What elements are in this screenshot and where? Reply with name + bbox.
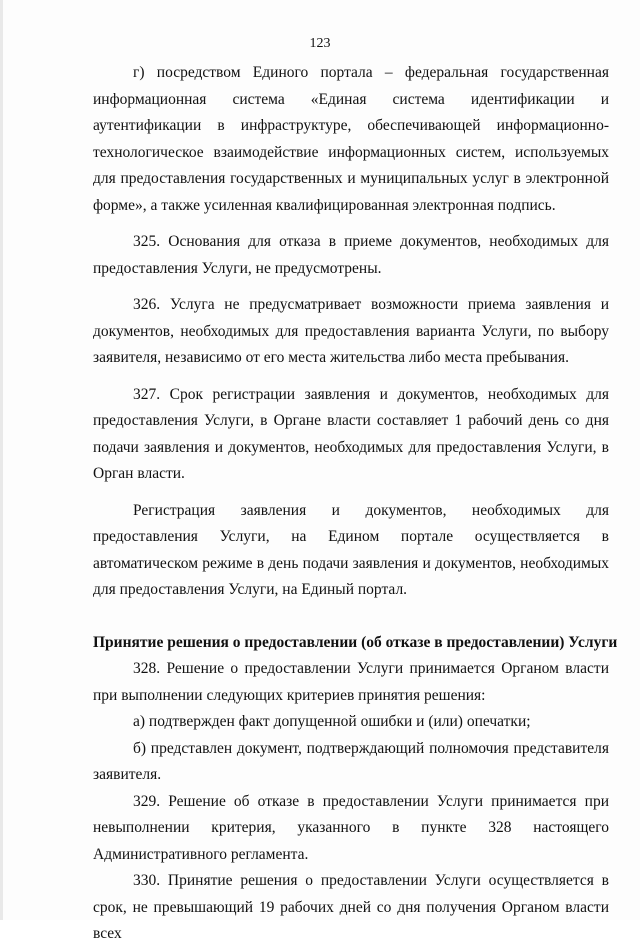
paragraph-330: 330. Принятие решения о предоставлении Услуги осуществляется в срок, не превышающий 19 рабочих дней со дня получения Органом власти всех	[93, 872, 609, 942]
document-body	[93, 60, 618, 948]
paragraph-328-b: б) представлен документ, подтверждающий полномочия представителя заявителя.	[93, 739, 609, 783]
section-heading: Принятие решения о предоставлении (об отказе в предоставлении) Услуги	[93, 633, 618, 651]
paragraph-item-g: г) посредством Единого портала – федеральная государственная информационная система «Единая система идентификации и аутентификации в инфраструктуре, обеспечивающей информационно-технологическое взаимодействие информационных систем, используемых для предоставления государственных и муниципальных услуг в электронной форме», а также усиленная квалифицированная электронная подпись.	[93, 64, 609, 214]
paragraph-328: 328. Решение о предоставлении Услуги принимается Органом власти при выполнении следующих критериев принятия решения:	[93, 660, 609, 704]
scan-edge	[0, 0, 3, 920]
paragraph-328-a: а) подтвержден факт допущенной ошибки и (или) опечатки;	[133, 713, 531, 730]
paragraph-327: 327. Срок регистрации заявления и документов, необходимых для предоставления Услуги, в Органе власти составляет 1 рабочий день со дня подачи заявления и документов, необходимых для предоставления Услуги, в Орган власти.	[93, 385, 609, 482]
paragraph-325: 325. Основания для отказа в приеме документов, необходимых для предоставления Услуги, не предусмотрены.	[93, 233, 609, 277]
paragraph-326: 326. Услуга не предусматривает возможности приема заявления и документов, необходимых для предоставления варианта Услуги, по выбору заявителя, независимо от его места жительства либо места пребывания.	[93, 296, 609, 366]
paragraph-327-registration: Регистрация заявления и документов, необходимых для предоставления Услуги, на Едином портале осуществляется в автоматическом режиме в день подачи заявления и документов, необходимых для предоставления Услуги, на Единый портал.	[93, 501, 609, 598]
paragraph-329: 329. Решение об отказе в предоставлении Услуги принимается при невыполнении критерия, указанного в пункте 328 настоящего Административного регламента.	[93, 792, 609, 863]
page-number: 123	[309, 36, 331, 51]
